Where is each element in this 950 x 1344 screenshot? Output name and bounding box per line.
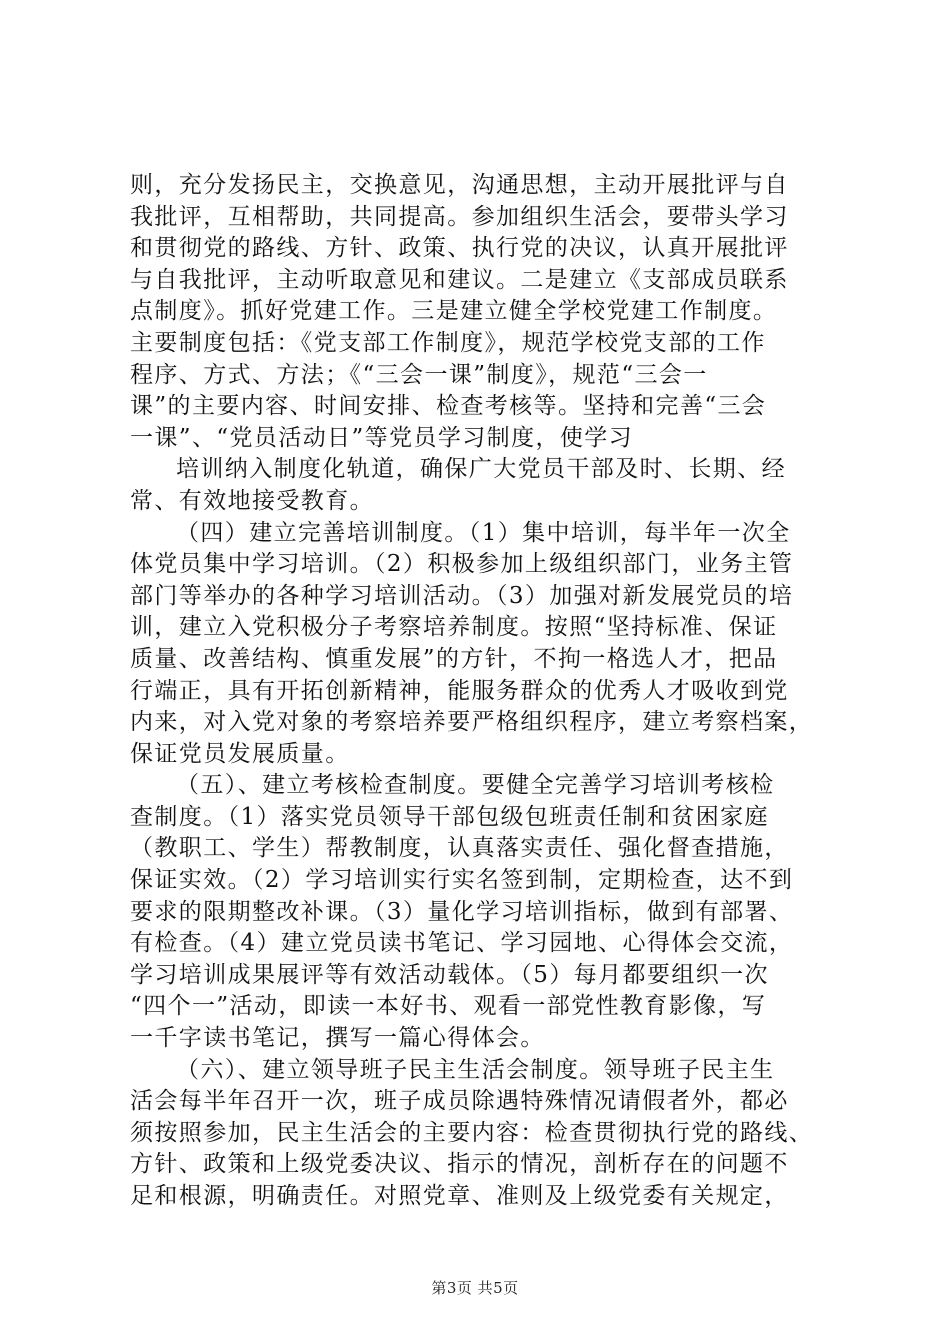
document-body [130, 170, 842, 1213]
text-line: 活会每半年召开一次，班子成员除遇特殊情况请假者外，都必 [130, 1088, 789, 1115]
text-line: 则，充分发扬民主，交换意见，沟通思想，主动开展批评与自 [130, 172, 789, 198]
text-line: 有检查。（4）建立党员读书笔记、学习园地、心得体会交流， [130, 930, 794, 957]
page-number-footer: 第3页 共5页 [431, 1279, 519, 1297]
text-line: 一课”、“党员活动日”等党员学习制度，使学习 [130, 424, 634, 451]
text-line: 程序、方式、方法；《“三会一课”制度》，规范“三会一 [130, 361, 708, 388]
text-line: 一千字读书笔记，撰写一篇心得体会。 [130, 1025, 545, 1052]
text-line: 要求的限期整改补课。（3）量化学习培训指标，做到有部署、 [130, 898, 794, 925]
text-line: 和贯彻党的路线、方针、政策、执行党的决议，认真开展批评 [130, 235, 789, 262]
text-line: 体党员集中学习培训。（2）积极参加上级组织部门，业务主管 [130, 551, 794, 578]
text-line: 培训纳入制度化轨道，确保广大党员干部及时、长期、经 [176, 456, 786, 483]
text-line: 查制度。（1）落实党员领导干部包级包班责任制和贫困家庭 [130, 803, 769, 830]
section-heading-4: （四）建立完善培训制度。（1）集中培训，每半年一次全 [176, 519, 791, 546]
text-line: “四个一”活动，即读一本好书、观看一部党性教育影像，写 [130, 993, 767, 1020]
section-heading-6: （六）、建立领导班子民主生活会制度。领导班子民主生 [176, 1056, 775, 1083]
text-line: 训，建立入党积极分子考察培养制度。按照“坚持标准、保证 [130, 614, 778, 641]
text-line: 学习培训成果展评等有效活动载体。（5）每月都要组织一次 [130, 961, 769, 988]
text-line: 行端正，具有开拓创新精神，能服务群众的优秀人才吸收到党 [130, 677, 789, 704]
text-line: 主要制度包括：《党支部工作制度》，规范学校党支部的工作 [130, 329, 766, 356]
text-line: 足和根源，明确责任。对照党章、准则及上级党委有关规定， [130, 1183, 789, 1209]
text-line: 我批评，互相帮助，共同提高。参加组织生活会，要带头学习 [130, 203, 789, 230]
text-line: 点制度》。抓好党建工作。三是建立健全学校党建工作制度。 [130, 298, 778, 325]
section-heading-5: （五）、建立考核检查制度。要健全完善学习培训考核检 [176, 772, 775, 799]
text-line: （教职工、学生）帮教制度，认真落实责任、强化督查措施， [130, 835, 789, 862]
text-line: 保证党员发展质量。 [130, 740, 350, 767]
text-line: 方针、政策和上级党委决议、指示的情况，剖析存在的问题不 [130, 1151, 789, 1178]
text-line: 保证实效。（2）学习培训实行实名签到制，定期检查，达不到 [130, 867, 794, 894]
text-line: 与自我批评，主动听取意见和建议。二是建立《支部成员联系 [130, 266, 789, 293]
text-line: 课”的主要内容、时间安排、检查考核等。坚持和完善“三会 [130, 393, 767, 420]
text-line: 常、有效地接受教育。 [130, 487, 374, 514]
text-line: 须按照参加，民主生活会的主要内容：检查贯彻执行党的路线、 [130, 1119, 814, 1146]
text-line: 内来，对入党对象的考察培养要严格组织程序，建立考察档案， [130, 709, 814, 736]
text-line: 部门等举办的各种学习培训活动。（3）加强对新发展党员的培 [130, 582, 794, 609]
text-line: 质量、改善结构、慎重发展”的方针，不拘一格选人才，把品 [130, 645, 778, 672]
